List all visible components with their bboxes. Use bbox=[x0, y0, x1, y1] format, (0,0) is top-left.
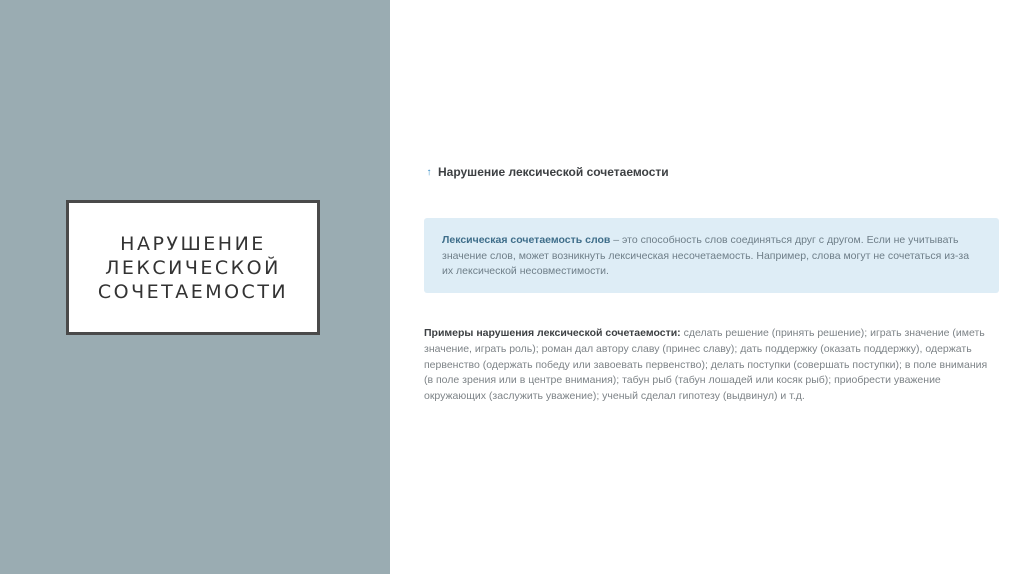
slide-title-line-3: СОЧЕТАЕМОСТИ bbox=[97, 280, 289, 303]
left-panel bbox=[0, 0, 390, 574]
examples-text: сделать решение (принять решение); играть значение (иметь значение, играть роль); роман дал автору славу (принес славу); дать поддержку (оказать поддержку), одержать первенство (одержать победу или завоевать первенство); делать поступки (совершать поступки); в поле внимания (в поле зрения или в центре внимания); табун рыб (табун лошадей или косяк рыб); приобрести уважение окружающих (заслужить уважение); ученый сделал гипотезу (выдвинул) и т.д. bbox=[424, 327, 988, 403]
examples-label: Примеры нарушения лексической сочетаемости: bbox=[424, 327, 681, 339]
slide-title bbox=[98, 232, 288, 304]
section-heading-text: Нарушение лексической сочетаемости bbox=[438, 165, 669, 179]
definition-text: – это способность слов соединяться друг с другом. Если не учитывать значение слов, может возникнуть лексическая несочетаемость. Например, слова могут не сочетаться из-за их лексической несовместимости. bbox=[442, 234, 970, 277]
slide-title-line-2: ЛЕКСИЧЕСКОЙ bbox=[105, 256, 281, 279]
title-box bbox=[66, 200, 320, 335]
definition-box bbox=[424, 218, 999, 293]
arrow-up-icon: ↑ bbox=[426, 166, 432, 178]
definition-term: Лексическая сочетаемость слов bbox=[442, 234, 611, 246]
slide-title-line-1: НАРУШЕНИЕ bbox=[120, 232, 266, 255]
section-heading bbox=[425, 164, 669, 180]
examples-paragraph bbox=[424, 326, 992, 405]
